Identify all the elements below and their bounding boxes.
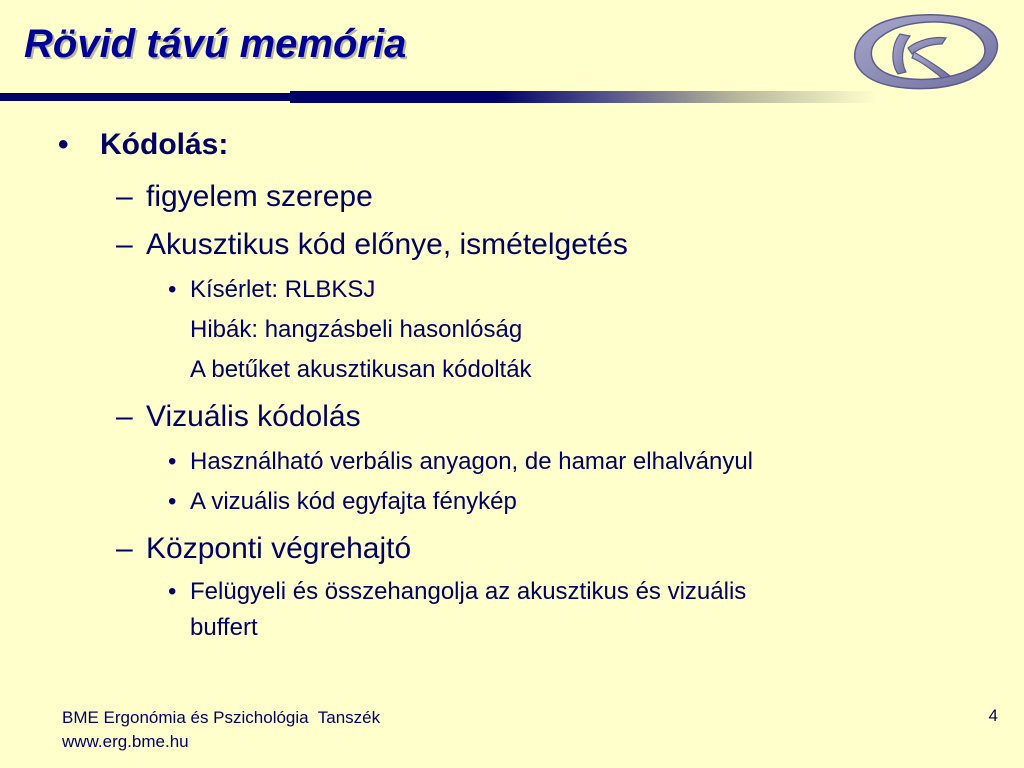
bullet-marker: •	[58, 128, 69, 161]
bullet-item: Központi végrehajtó	[146, 532, 412, 565]
page-number: 4	[988, 706, 998, 725]
footer-department: BME Ergonómia és Pszichológia Tanszék	[62, 708, 381, 727]
bullet-marker: •	[168, 578, 177, 605]
bullet-marker: •	[168, 488, 177, 515]
bullet-marker: –	[116, 180, 133, 213]
bullet-marker: •	[168, 276, 177, 303]
slide-footer	[62, 706, 380, 754]
bullet-marker: –	[116, 400, 133, 433]
bullet-item: Vizuális kódolás	[146, 400, 361, 433]
bullet-marker: •	[168, 448, 177, 475]
bullet-item: Kísérlet: RLBKSJ	[190, 276, 376, 303]
bullet-item: Felügyeli és összehangolja az akusztikus és vizuális	[190, 578, 747, 605]
bullet-marker: –	[116, 228, 133, 261]
bullet-item: Kódolás:	[100, 128, 229, 161]
bullet-item: Akusztikus kód előnye, ismételgetés	[146, 228, 628, 261]
bullet-item: buffert	[190, 614, 258, 641]
bullet-marker: –	[116, 532, 133, 565]
bullet-item: Használható verbális anyagon, de hamar elhalványul	[190, 448, 754, 475]
bullet-item: A vizuális kód egyfajta fénykép	[190, 488, 517, 515]
bullet-item: A betűket akusztikusan kódolták	[190, 356, 532, 383]
slide-title: Rövid távú memória	[24, 22, 407, 66]
footer-url: www.erg.bme.hu	[62, 732, 189, 751]
bullet-item: figyelem szerepe	[146, 180, 373, 213]
bullet-item: Hibák: hangzásbeli hasonlóság	[190, 316, 523, 343]
